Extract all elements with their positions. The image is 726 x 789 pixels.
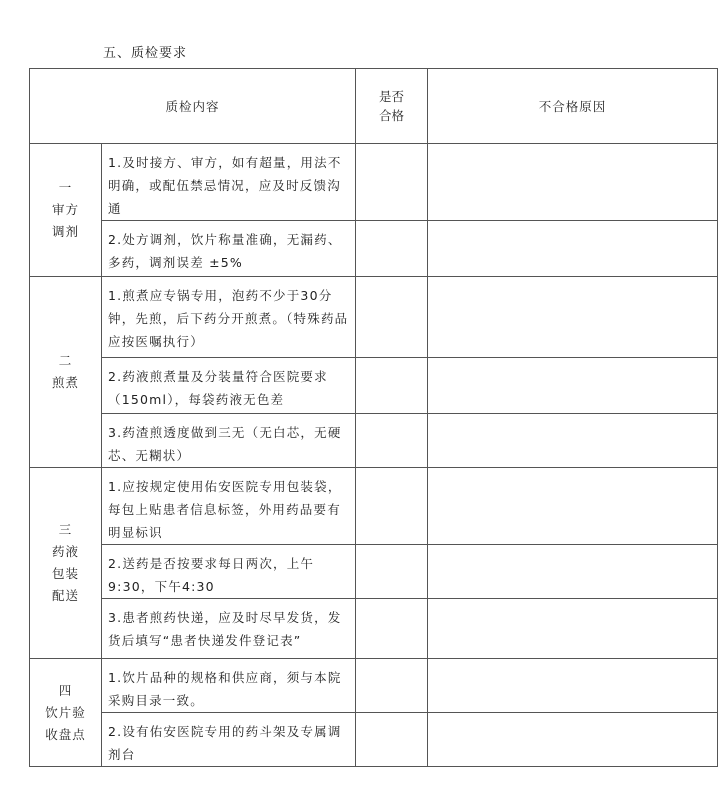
category-label: 一 [58, 180, 73, 195]
check-item: 2.处方调剂，饮片称量准确，无漏药、多药，调剂误差 ±5% [102, 221, 356, 277]
category-label: 二 [58, 353, 73, 368]
reason-cell[interactable] [428, 468, 718, 545]
header-reason: 不合格原因 [428, 69, 718, 144]
header-content: 质检内容 [30, 69, 356, 144]
pass-cell[interactable] [356, 599, 428, 659]
pass-cell[interactable] [356, 358, 428, 414]
check-item: 2.设有佑安医院专用的药斗架及专属调剂台 [102, 713, 356, 767]
category-label: 调剂 [51, 224, 79, 239]
check-item: 3.药渣煎透度做到三无（无白芯，无硬芯、无糊状） [102, 414, 356, 468]
category-2 [30, 277, 102, 468]
check-item: 1.煎煮应专锅专用，泡药不少于30分钟，先煎，后下药分开煎煮。（特殊药品应按医嘱执行） [102, 277, 356, 358]
reason-cell[interactable] [428, 144, 718, 221]
reason-cell[interactable] [428, 414, 718, 468]
table-row [30, 599, 718, 659]
category-1 [30, 144, 102, 277]
reason-cell[interactable] [428, 221, 718, 277]
category-3 [30, 468, 102, 659]
check-item: 2.药液煎煮量及分装量符合医院要求（150ml），每袋药液无色差 [102, 358, 356, 414]
check-item: 1.及时接方、审方，如有超量，用法不明确，或配伍禁忌情况，应及时反馈沟通 [102, 144, 356, 221]
table-row [30, 659, 718, 713]
pass-cell[interactable] [356, 144, 428, 221]
header-pass-line1: 是否 [379, 89, 405, 104]
category-label: 审方 [51, 202, 79, 217]
pass-cell[interactable] [356, 545, 428, 599]
table-row [30, 545, 718, 599]
category-label: 四 [58, 682, 73, 698]
table-row [30, 221, 718, 277]
table-row [30, 414, 718, 468]
check-item: 2.送药是否按要求每日两次，上午9:30，下午4:30 [102, 545, 356, 599]
category-4 [30, 659, 102, 767]
header-pass-line2: 合格 [379, 108, 405, 123]
pass-cell[interactable] [356, 713, 428, 767]
reason-cell[interactable] [428, 545, 718, 599]
reason-cell[interactable] [428, 599, 718, 659]
reason-cell[interactable] [428, 358, 718, 414]
category-label: 包装 [51, 566, 79, 581]
table-row [30, 468, 718, 545]
reason-cell[interactable] [428, 659, 718, 713]
reason-cell[interactable] [428, 277, 718, 358]
section-title: 五、质检要求 [103, 46, 188, 61]
category-label: 三 [58, 522, 73, 537]
pass-cell[interactable] [356, 468, 428, 545]
pass-cell[interactable] [356, 659, 428, 713]
category-label: 配送 [51, 588, 79, 603]
table-row [30, 713, 718, 767]
table-header-row [30, 69, 718, 144]
table-row [30, 277, 718, 358]
pass-cell[interactable] [356, 414, 428, 468]
check-item: 1.应按规定使用佑安医院专用包装袋，每包上贴患者信息标签，外用药品要有明显标识 [102, 468, 356, 545]
category-label: 收盘点 [45, 726, 86, 742]
check-item: 1.饮片品种的规格和供应商，须与本院采购目录一致。 [102, 659, 356, 713]
reason-cell[interactable] [428, 713, 718, 767]
category-label: 煎煮 [51, 375, 79, 390]
check-item: 3.患者煎药快递，应及时尽早发货，发货后填写“患者快递发件登记表” [102, 599, 356, 659]
pass-cell[interactable] [356, 221, 428, 277]
quality-check-table [29, 68, 718, 767]
table-row [30, 358, 718, 414]
table-row [30, 144, 718, 221]
category-label: 药液 [51, 544, 79, 559]
pass-cell[interactable] [356, 277, 428, 358]
header-pass [356, 69, 428, 144]
category-label: 饮片验 [45, 704, 86, 720]
